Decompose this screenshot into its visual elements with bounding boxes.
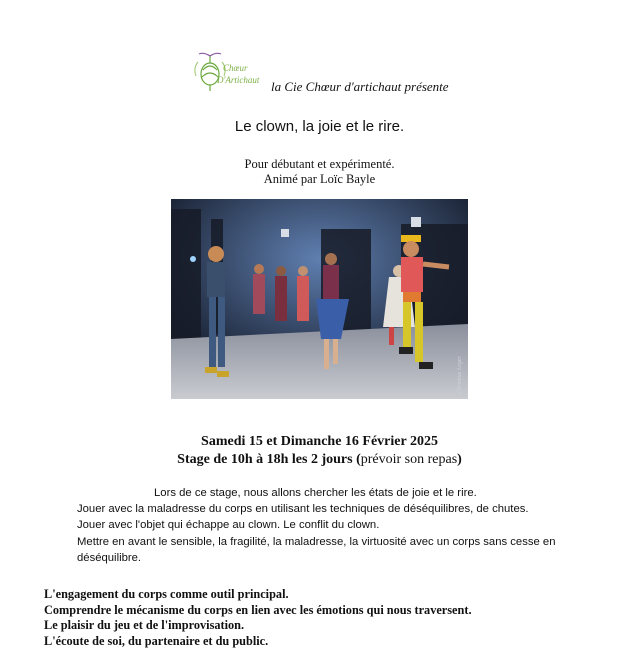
logo-text-2: D'Artichaut — [217, 75, 260, 85]
company-logo — [190, 50, 270, 92]
description-line: Jouer avec la maladresse du corps en utilisant les techniques de déséquilibres, de chutes. — [77, 503, 529, 516]
workshop-photo — [171, 199, 468, 399]
key-point: Le plaisir du jeu et de l'improvisation. — [44, 618, 245, 633]
description-line: Mettre en avant le sensible, la fragilité, la maladresse, la virtuosité avec un corps sans cesse en — [77, 535, 556, 548]
key-point: L'engagement du corps comme outil principal. — [44, 587, 289, 601]
presenter-text: la Cie Chœur d'artichaut présente — [271, 79, 449, 94]
subtitle — [0, 157, 639, 187]
subtitle-instructor: Animé par Loïc Bayle — [263, 172, 376, 186]
page-title: Le clown, la joie et le rire. — [234, 118, 405, 135]
key-point: L'écoute de soi, du partenaire et du public. — [44, 633, 269, 648]
subtitle-level: Pour débutant et expérimenté. — [244, 157, 395, 171]
logo-text-1: Chœur — [223, 63, 248, 73]
description-line: Lors de ce stage, nous allons chercher les états de joie et le rire. — [154, 487, 477, 499]
artichoke-icon — [195, 53, 225, 91]
photo-credit: Christine Leger — [457, 356, 463, 394]
description-line: Jouer avec l'objet qui échappe au clown. Le conflit du clown. — [77, 519, 380, 532]
key-point: Comprendre le mécanisme du corps en lien avec les émotions qui nous traversent. — [44, 602, 472, 617]
event-days: Samedi 15 et Dimanche 16 Février 2025 — [201, 434, 438, 449]
event-hours: Stage de 10h à 18h les 2 jours (prévoir son repas) — [177, 452, 462, 467]
description-line: déséquilibre. — [77, 551, 142, 564]
description — [77, 485, 597, 566]
event-dates — [0, 433, 639, 469]
